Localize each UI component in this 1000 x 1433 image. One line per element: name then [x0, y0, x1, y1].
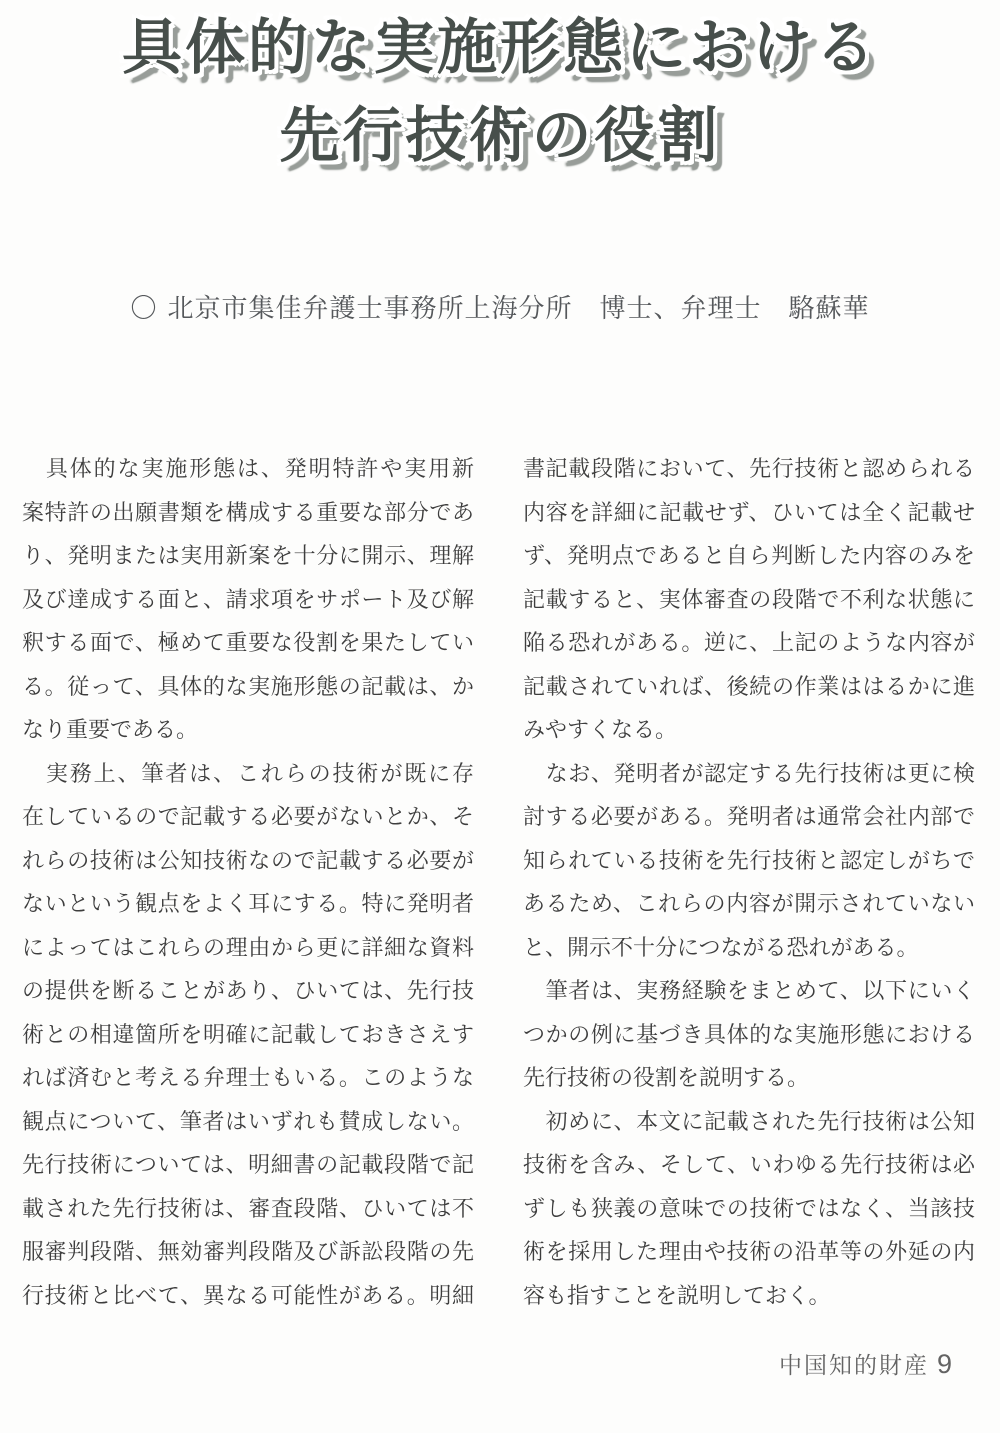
text-line: つかの例に基づき具体的な実施形態における — [523, 1022, 975, 1048]
text-line: ず、発明点であると自ら判断した内容のみを — [523, 544, 975, 569]
body-text — [22, 448, 975, 1318]
text-line: り、発明または実用新案を十分に開示、理解 — [22, 544, 474, 569]
text-line: 記載されていれば、後続の作業ははるかに進 — [523, 674, 975, 700]
text-line: 術との相違箇所を明確に記載しておきさえす — [22, 1022, 474, 1048]
text-line: 知られている技術を先行技術と認定しがちで — [523, 848, 975, 874]
text-line: 術を採用した理由や技術の沿革等の外延の内 — [523, 1240, 975, 1265]
text-line: あるため、これらの内容が開示されていない — [523, 892, 975, 917]
text-line: 服審判段階、無効審判段階及び訴訟段階の先 — [22, 1240, 474, 1265]
journal-name: 中国知的財産 — [778, 1353, 929, 1379]
text-line: 記載すると、実体審査の段階で不利な状態に — [523, 587, 975, 613]
body-column-left — [22, 448, 474, 1318]
text-line: 技術を含み、そして、いわゆる先行技術は必 — [523, 1153, 975, 1178]
text-line: によってはこれらの理由から更に詳細な資料 — [22, 935, 474, 961]
text-line: 実務上、筆者は、これらの技術が既に存 — [22, 761, 474, 787]
page-number: 9 — [936, 1349, 952, 1379]
text-line: る。従って、具体的な実施形態の記載は、か — [22, 674, 474, 700]
text-line: れば済むと考える弁理士もいる。このような — [22, 1066, 474, 1091]
text-line: 先行技術については、明細書の記載段階で記 — [22, 1153, 474, 1178]
text-line: 書記載段階において、先行技術と認められる — [523, 457, 975, 482]
circle-bullet-icon: 〇 — [130, 293, 158, 323]
text-line: なり重要である。 — [22, 718, 199, 743]
text-line: 及び達成する面と、請求項をサポート及び解 — [22, 587, 474, 613]
author-line — [0, 288, 1000, 325]
body-column-right — [523, 448, 975, 1318]
text-line: 釈する面で、極めて重要な役割を果たしてい — [22, 631, 474, 656]
text-line: れらの技術は公知技術なので記載する必要が — [22, 848, 474, 874]
text-line: 陥る恐れがある。逆に、上記のような内容が — [523, 631, 975, 656]
text-line: と、開示不十分につながる恐れがある。 — [523, 935, 919, 961]
text-line: ずしも狭義の意味での技術ではなく、当該技 — [523, 1196, 975, 1222]
article-title-line-2: 先行技術の役割 — [279, 102, 721, 169]
text-line: の提供を断ることがあり、ひいては、先行技 — [22, 979, 474, 1004]
text-line: 初めに、本文に記載された先行技術は公知 — [523, 1109, 975, 1135]
text-line: 行技術と比べて、異なる可能性がある。明細 — [22, 1283, 474, 1309]
text-line: 筆者は、実務経験をまとめて、以下にいく — [523, 979, 975, 1004]
text-line: 討する必要がある。発明者は通常会社内部で — [523, 805, 975, 830]
article-title — [0, 4, 1000, 180]
text-line: 載された先行技術は、審査段階、ひいては不 — [22, 1196, 474, 1222]
text-line: 先行技術の役割を説明する。 — [523, 1066, 810, 1091]
text-line: 案特許の出願書類を構成する重要な部分であ — [22, 500, 474, 526]
text-line: なお、発明者が認定する先行技術は更に検 — [523, 761, 975, 787]
article-title-line-1: 具体的な実施形態における — [122, 14, 878, 81]
author-text: 北京市集佳弁護士事務所上海分所 博士、弁理士 駱蘇華 — [167, 293, 870, 323]
text-line: 容も指すことを説明しておく。 — [523, 1283, 831, 1309]
text-line: みやすくなる。 — [523, 718, 678, 743]
text-line: 観点について、筆者はいずれも賛成しない。 — [22, 1109, 474, 1135]
text-line: ないという観点をよく耳にする。特に発明者 — [22, 892, 474, 917]
text-line: 在しているので記載する必要がないとか、そ — [22, 805, 474, 830]
text-line: 具体的な実施形態は、発明特許や実用新 — [22, 457, 474, 482]
page-footer — [779, 1347, 952, 1380]
text-line: 内容を詳細に記載せず、ひいては全く記載せ — [523, 500, 975, 526]
